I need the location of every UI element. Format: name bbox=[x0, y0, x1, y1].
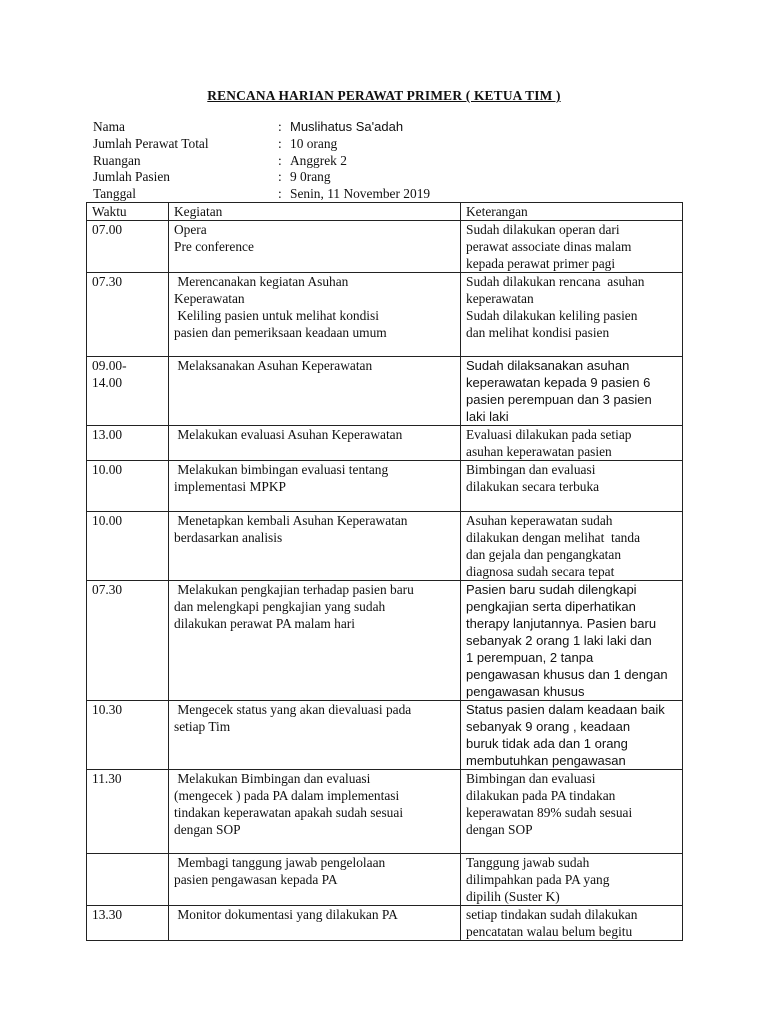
activity-line: Melakukan evaluasi Asuhan Keperawatan bbox=[174, 427, 403, 442]
activity-cell bbox=[169, 770, 461, 854]
note-line: Sudah dilakukan operan dari bbox=[466, 222, 620, 237]
time-cell bbox=[87, 461, 169, 512]
note-cell bbox=[461, 273, 683, 357]
activity-line: implementasi MPKP bbox=[174, 479, 286, 494]
activity-line: (mengecek ) pada PA dalam implementasi bbox=[174, 788, 400, 803]
note-line: buruk tidak ada dan 1 orang bbox=[466, 736, 628, 751]
time-line: 09.00- bbox=[92, 358, 127, 373]
header-kegiatan: Kegiatan bbox=[169, 203, 461, 221]
header-waktu: Waktu bbox=[87, 203, 169, 221]
note-line: dilakukan pada PA tindakan bbox=[466, 788, 616, 803]
activity-cell bbox=[169, 512, 461, 581]
note-cell bbox=[461, 221, 683, 273]
note-cell bbox=[461, 701, 683, 770]
note-cell bbox=[461, 461, 683, 512]
note-line: Sudah dilaksanakan asuhan bbox=[466, 358, 630, 373]
time-line: 07.30 bbox=[92, 274, 123, 289]
note-cell bbox=[461, 357, 683, 426]
time-line: 13.30 bbox=[92, 907, 123, 922]
info-colon: : bbox=[278, 152, 282, 168]
info-value-tanggal: Senin, 11 November 2019 bbox=[290, 186, 431, 202]
note-cell bbox=[461, 906, 683, 941]
note-cell bbox=[461, 770, 683, 854]
table-header-row bbox=[87, 203, 683, 221]
note-line: keperawatan bbox=[466, 291, 534, 306]
activity-cell bbox=[169, 273, 461, 357]
time-line: 11.30 bbox=[92, 771, 122, 786]
note-line: Status pasien dalam keadaan baik bbox=[466, 702, 665, 717]
activity-line: Melakukan Bimbingan dan evaluasi bbox=[174, 771, 371, 786]
activity-line: Keperawatan bbox=[174, 291, 245, 306]
activity-cell bbox=[169, 854, 461, 906]
activity-cell bbox=[169, 581, 461, 701]
note-line: asuhan keperawatan pasien bbox=[466, 444, 612, 459]
time-cell bbox=[87, 512, 169, 581]
activity-line: Pre conference bbox=[174, 239, 254, 254]
note-line: perawat associate dinas malam bbox=[466, 239, 632, 254]
activity-line: setiap Tim bbox=[174, 719, 231, 734]
activity-line: Opera bbox=[174, 222, 207, 237]
time-line: 07.30 bbox=[92, 582, 123, 597]
activity-line: Melakukan bimbingan evaluasi tentang bbox=[174, 462, 389, 477]
note-cell bbox=[461, 512, 683, 581]
info-colon: : bbox=[278, 169, 282, 185]
time-line: 13.00 bbox=[92, 427, 123, 442]
note-line: sebanyak 2 orang 1 laki laki dan bbox=[466, 633, 652, 648]
activity-line: dilakukan perawat PA malam hari bbox=[174, 616, 355, 631]
table-row bbox=[87, 854, 683, 906]
note-line: dengan SOP bbox=[466, 822, 533, 837]
time-line: 14.00 bbox=[92, 375, 123, 390]
info-colon: : bbox=[278, 119, 282, 134]
activity-table bbox=[86, 202, 683, 941]
document-title: RENCANA HARIAN PERAWAT PRIMER ( KETUA TIM ) bbox=[207, 88, 561, 103]
info-label: Jumlah Perawat Total bbox=[93, 135, 209, 151]
info-colon: : bbox=[278, 135, 282, 151]
time-cell bbox=[87, 221, 169, 273]
note-cell bbox=[461, 581, 683, 701]
note-line: pengawasan khusus dan 1 dengan bbox=[466, 667, 668, 682]
info-row-jumlah-perawat bbox=[93, 136, 430, 153]
table-body bbox=[87, 221, 683, 941]
time-cell bbox=[87, 906, 169, 941]
info-row-tanggal bbox=[93, 186, 430, 203]
note-line: membutuhkan pengawasan bbox=[466, 753, 626, 768]
info-value-jumlah-perawat: 10 orang bbox=[290, 135, 338, 151]
time-line: 10.00 bbox=[92, 513, 123, 528]
activity-line: dengan SOP bbox=[174, 822, 241, 837]
time-line: 10.00 bbox=[92, 462, 123, 477]
note-line: Sudah dilakukan rencana asuhan bbox=[466, 274, 645, 289]
activity-line: Merencanakan kegiatan Asuhan bbox=[174, 274, 349, 289]
note-line: sebanyak 9 orang , keadaan bbox=[466, 719, 631, 734]
note-line: keperawatan 89% sudah sesuai bbox=[466, 805, 633, 820]
activity-line: Keliling pasien untuk melihat kondisi bbox=[174, 308, 379, 323]
time-cell bbox=[87, 273, 169, 357]
info-label: Jumlah Pasien bbox=[93, 169, 170, 185]
activity-cell bbox=[169, 221, 461, 273]
note-line: dan melihat kondisi pasien bbox=[466, 325, 610, 340]
activity-cell bbox=[169, 701, 461, 770]
time-cell bbox=[87, 357, 169, 426]
note-line: pasien perempuan dan 3 pasien bbox=[466, 392, 652, 407]
table-row bbox=[87, 461, 683, 512]
header-keterangan: Keterangan bbox=[461, 203, 683, 221]
note-line: dilakukan dengan melihat tanda bbox=[466, 530, 641, 545]
info-label: Tanggal bbox=[93, 186, 136, 202]
table-row bbox=[87, 512, 683, 581]
table-row bbox=[87, 906, 683, 941]
activity-line: berdasarkan analisis bbox=[174, 530, 283, 545]
activity-cell bbox=[169, 357, 461, 426]
note-line: Sudah dilakukan keliling pasien bbox=[466, 308, 638, 323]
activity-line: Monitor dokumentasi yang dilakukan PA bbox=[174, 907, 398, 922]
note-line: dilimpahkan pada PA yang bbox=[466, 872, 610, 887]
info-label: Nama bbox=[93, 119, 125, 134]
note-line: diagnosa sudah secara tepat bbox=[466, 564, 615, 579]
time-cell bbox=[87, 770, 169, 854]
note-line: keperawatan kepada 9 pasien 6 bbox=[466, 375, 651, 390]
activity-line: Membagi tanggung jawab pengelolaan bbox=[174, 855, 386, 870]
activity-cell bbox=[169, 426, 461, 461]
activity-cell bbox=[169, 906, 461, 941]
note-line: dipilih (Suster K) bbox=[466, 889, 560, 904]
activity-line: Menetapkan kembali Asuhan Keperawatan bbox=[174, 513, 408, 528]
info-row-jumlah-pasien bbox=[93, 169, 430, 186]
table-row bbox=[87, 770, 683, 854]
note-line: laki laki bbox=[466, 409, 509, 424]
note-line: Tanggung jawab sudah bbox=[466, 855, 590, 870]
note-line: Bimbingan dan evaluasi bbox=[466, 462, 596, 477]
note-line: Asuhan keperawatan sudah bbox=[466, 513, 613, 528]
table-row bbox=[87, 357, 683, 426]
info-row-nama bbox=[93, 119, 430, 136]
info-row-ruangan bbox=[93, 153, 430, 170]
activity-line: Melaksanakan Asuhan Keperawatan bbox=[174, 358, 373, 373]
note-line: therapy lanjutannya. Pasien baru bbox=[466, 616, 657, 631]
time-cell bbox=[87, 854, 169, 906]
note-line: dan gejala dan pengangkatan bbox=[466, 547, 622, 562]
info-label: Ruangan bbox=[93, 152, 141, 168]
time-cell bbox=[87, 426, 169, 461]
info-value-nama: Muslihatus Sa'adah bbox=[290, 119, 404, 134]
info-colon: : bbox=[278, 186, 282, 202]
table-row bbox=[87, 581, 683, 701]
time-cell bbox=[87, 701, 169, 770]
table-row bbox=[87, 426, 683, 461]
info-block bbox=[93, 119, 430, 203]
note-line: pengkajian serta diperhatikan bbox=[466, 599, 636, 614]
note-cell bbox=[461, 426, 683, 461]
activity-line: tindakan keperawatan apakah sudah sesuai bbox=[174, 805, 404, 820]
note-line: kepada perawat primer pagi bbox=[466, 256, 616, 271]
table-row bbox=[87, 273, 683, 357]
note-line: pencatatan walau belum begitu bbox=[466, 924, 633, 939]
time-cell bbox=[87, 581, 169, 701]
time-line: 10.30 bbox=[92, 702, 123, 717]
time-line: 07.00 bbox=[92, 222, 123, 237]
info-value-ruangan: Anggrek 2 bbox=[290, 152, 347, 168]
note-line: pengawasan khusus bbox=[466, 684, 585, 699]
activity-line: pasien dan pemeriksaan keadaan umum bbox=[174, 325, 387, 340]
table-row bbox=[87, 701, 683, 770]
table-row bbox=[87, 221, 683, 273]
activity-line: Melakukan pengkajian terhadap pasien baru bbox=[174, 582, 414, 597]
note-line: dilakukan secara terbuka bbox=[466, 479, 600, 494]
activity-line: dan melengkapi pengkajian yang sudah bbox=[174, 599, 386, 614]
note-line: Pasien baru sudah dilengkapi bbox=[466, 582, 637, 597]
info-value-jumlah-pasien: 9 0rang bbox=[290, 169, 331, 185]
note-line: 1 perempuan, 2 tanpa bbox=[466, 650, 594, 665]
note-cell bbox=[461, 854, 683, 906]
activity-line: pasien pengawasan kepada PA bbox=[174, 872, 338, 887]
note-line: setiap tindakan sudah dilakukan bbox=[466, 907, 638, 922]
activity-line: Mengecek status yang akan dievaluasi pada bbox=[174, 702, 412, 717]
note-line: Evaluasi dilakukan pada setiap bbox=[466, 427, 632, 442]
note-line: Bimbingan dan evaluasi bbox=[466, 771, 596, 786]
activity-cell bbox=[169, 461, 461, 512]
